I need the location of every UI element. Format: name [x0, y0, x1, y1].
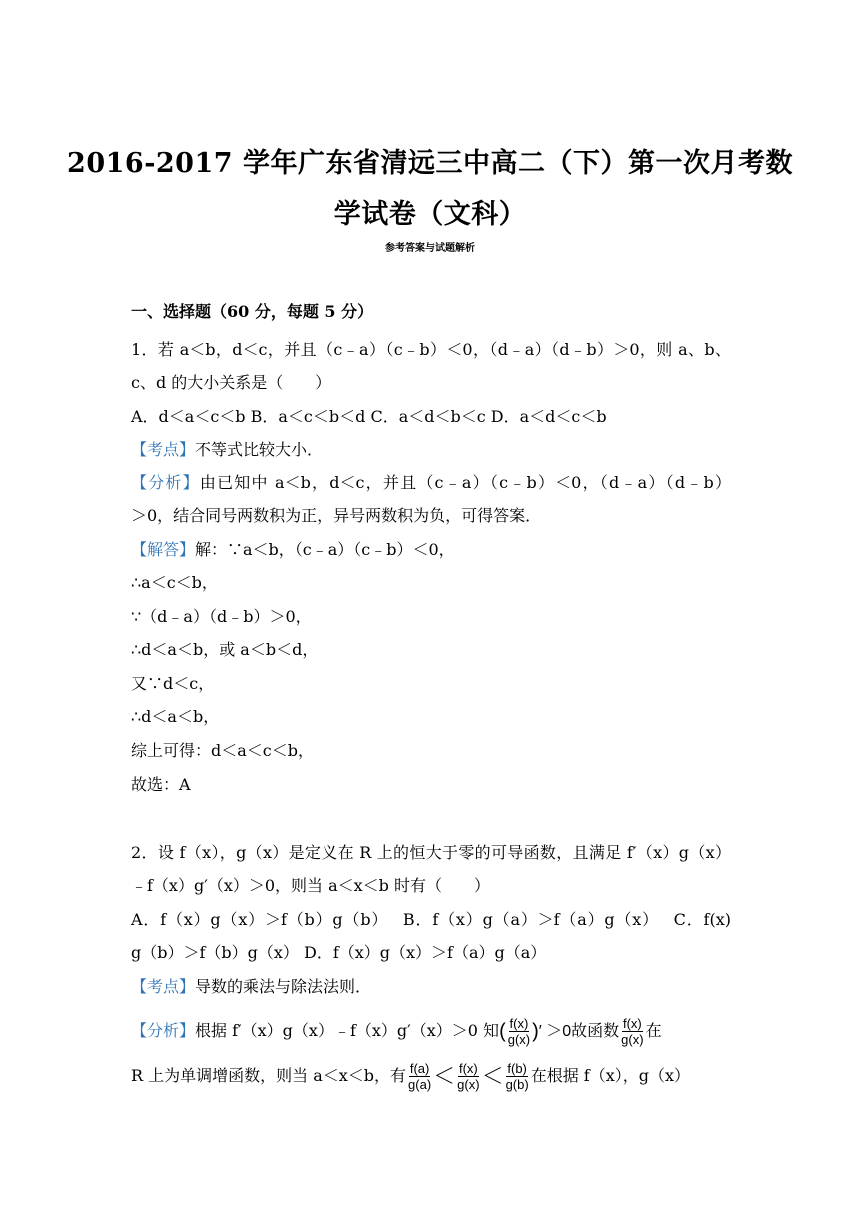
q2-line2-text-a: R 上为单调增函数，则当 a＜x＜b，有 — [131, 1066, 407, 1085]
fraction-denominator: g(x) — [457, 1077, 480, 1092]
q2-stem-line1: 2．设 f（x），g（x）是定义在 R 上的恒大于零的可导函数，且满足 f′（x）g（x） — [131, 843, 731, 862]
q2-fenxi-text-a: 根据 f′（x）g（x）﹣f（x）g′（x）＞0 知 — [195, 1021, 500, 1040]
q1-options: A．d＜a＜c＜b B．a＜c＜b＜d C．a＜d＜b＜c D．a＜d＜c＜b — [131, 407, 607, 426]
less-than-sign: ＜ — [433, 1063, 456, 1089]
fraction-fx-gx — [456, 1062, 480, 1091]
q2-fenxi-line1 — [131, 1017, 731, 1046]
q2-line2-text-b: 在根据 f（x），g（x） — [530, 1066, 691, 1085]
q1-step: ∴a＜c＜b， — [131, 573, 218, 592]
derivative-gt-zero: ′ ＞0 — [538, 1023, 572, 1040]
fraction-fb-gb — [505, 1062, 530, 1091]
q1-jieda-text: 解：∵a＜b，（c﹣a）（c﹣b）＜0， — [195, 540, 455, 559]
section-heading: 一、选择题（60 分，每题 5 分） — [131, 302, 374, 321]
q1-fenxi-line1 — [131, 473, 731, 493]
less-than-sign: ＜ — [481, 1063, 504, 1089]
kaodian-tag: 【考点】 — [131, 440, 196, 459]
q1-fenxi-line2: ＞0，结合同号两数积为正，异号两数积为负，可得答案． — [131, 506, 542, 525]
document-subtitle: 参考答案与试题解析 — [385, 243, 475, 254]
fraction-numerator: f(b) — [507, 1061, 527, 1076]
fraction-fx-gx — [507, 1017, 531, 1046]
q1-step: ∵（d﹣a）（d﹣b）＞0， — [131, 607, 312, 626]
q2-kaodian-text: 导数的乘法与除法法则． — [195, 977, 372, 996]
q1-stem-line2: c、d 的大小关系是（ ） — [131, 373, 332, 392]
q1-kaodian-text: 不等式比较大小． — [195, 440, 324, 459]
jieda-tag: 【解答】 — [131, 540, 196, 559]
fraction-denominator: g(b) — [505, 1077, 529, 1092]
fenxi-tag: 【分析】 — [131, 1021, 196, 1040]
kaodian-tag: 【考点】 — [131, 977, 196, 996]
q1-answer: 故选：A — [131, 775, 191, 794]
fraction-denominator: g(x) — [621, 1032, 644, 1047]
q1-step: ∴d＜a＜b， — [131, 707, 220, 726]
q2-fenxi-text-b: 故函数 — [571, 1021, 620, 1040]
q1-fenxi-text1: 由已知中 a＜b，d＜c，并且（c﹣a）（c﹣b）＜0，（d﹣a）（d﹣b） — [199, 473, 731, 492]
open-paren: ( — [499, 1020, 506, 1043]
q2-stem-line2: ﹣f（x）g′（x）＞0，则当 a＜x＜b 时有（ ） — [131, 876, 491, 895]
q1-kaodian — [131, 440, 731, 460]
document-title-line2: 学试卷（文科） — [333, 199, 527, 230]
q2-fenxi-line2 — [131, 1062, 731, 1091]
q1-step: 综上可得：d＜a＜c＜b， — [131, 741, 314, 760]
fraction-denominator: g(a) — [408, 1077, 432, 1092]
q1-step: ∴d＜a＜b，或 a＜b＜d， — [131, 640, 319, 659]
fraction-fa-ga — [407, 1062, 432, 1091]
fraction-denominator: g(x) — [507, 1032, 531, 1047]
fraction-numerator: f(a) — [409, 1061, 430, 1076]
q1-stem-line1: 1．若 a＜b，d＜c，并且（c﹣a）（c﹣b）＜0，（d﹣a）（d﹣b）＞0，则 a、b、 — [131, 340, 731, 359]
q1-step: 又∵d＜c， — [131, 674, 215, 693]
q2-options-line2: g（b）＞f（b）g（x） D．f（x）g（x）＞f（a）g（a） — [131, 943, 547, 962]
fenxi-tag: 【分析】 — [131, 473, 200, 492]
fraction-fx-gx — [620, 1017, 644, 1046]
close-paren: ) — [532, 1020, 539, 1043]
q2-kaodian — [131, 977, 731, 997]
document-title-line1: 2016-2017 学年广东省清远三中高二（下）第一次月考数 — [67, 148, 793, 179]
q2-fenxi-text-c: 在 — [645, 1021, 662, 1040]
q2-options-line1: A．f（x）g（x）＞f（b）g（b） B．f（x）g（a）＞f（a）g（x） C．f(x) — [131, 910, 731, 929]
q1-jieda — [131, 540, 731, 560]
fraction-numerator: f(x) — [458, 1061, 478, 1076]
fraction-numerator: f(x) — [622, 1016, 642, 1031]
fraction-numerator: f(x) — [509, 1016, 529, 1031]
